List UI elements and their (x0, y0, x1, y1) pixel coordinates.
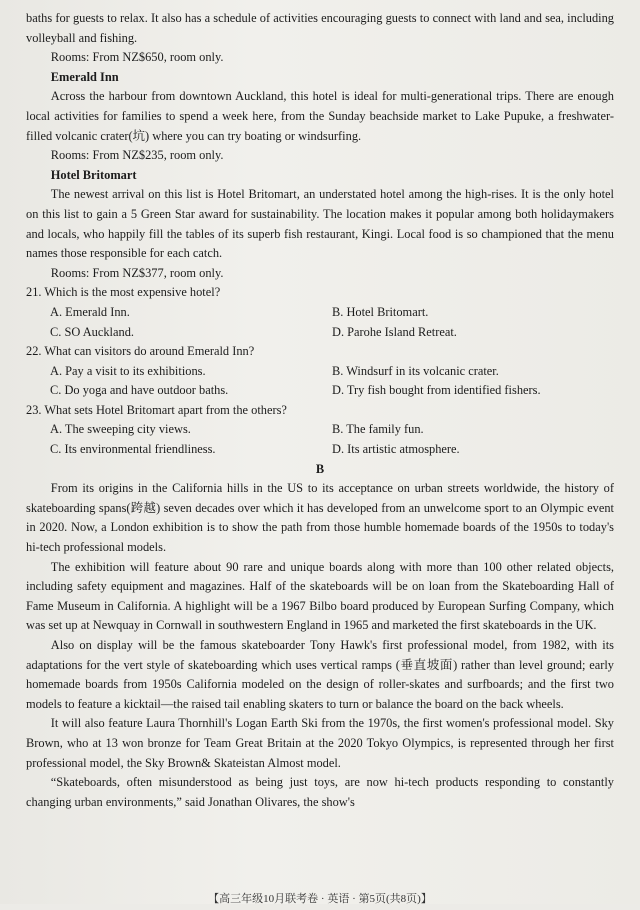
question-stem: 22. What can visitors do around Emerald Inn? (26, 344, 255, 359)
passage-b-paragraph: From its origins in the California hills in the US to its acceptance on urban streets worldwide, the history of skateboarding spans(跨越) seven decades over which it has developed from an unwelcome sport to an Olympic event in 2020. Now, a London exhibition is to show the path from those humble homemade boards of the 1950s to today's hi-tech professional models. (26, 481, 614, 555)
option-d: D. Its artistic atmosphere. (332, 442, 460, 457)
passage-b-paragraph: “Skateboards, often misunderstood as being just toys, are now hi-tech products responding to constantly changing urban environments,” said Jonathan Olivares, the show's (26, 775, 614, 809)
hotel-description-britomart: The newest arrival on this list is Hotel Britomart, an understated hotel among the high-rises. It is the only hotel on this list to gain a 5 Green Star award for sustainability. The location makes it popular among both holidaymakers and locals, who happily fill the tables of its superb fish restaurant, Kingi. Local food is so championed that the menu names those responsible for each catch. (26, 187, 614, 261)
question-23 (26, 401, 614, 460)
hotel-description-emerald-inn: Across the harbour from downtown Auckland, this hotel is ideal for multi-generational trips. There are enough local activities for families to spend a week here, from the Sunday beachside market to Lake Pupuke, a freshwater-filled volcanic crater(坑) where you can try boating or windsurfing. (26, 89, 614, 143)
question-stem: 23. What sets Hotel Britomart apart from the others? (26, 402, 287, 417)
option-d: D. Parohe Island Retreat. (332, 324, 457, 339)
question-21 (26, 283, 614, 342)
option-b: B. Windsurf in its volcanic crater. (332, 363, 499, 378)
passage-b-paragraph: It will also feature Laura Thornhill's Logan Earth Ski from the 1970s, the first women's professional model. Sky Brown, who at 13 won bronze for Team Great Britain at the 2020 Tokyo Olympics, is represented through her first professional model, the Sky Brown& Skateistan Almost model. (26, 716, 614, 770)
option-a: A. The sweeping city views. (50, 422, 191, 437)
room-price-retreat: Rooms: From NZ$650, room only. (50, 50, 224, 65)
passage-b-paragraph: Also on display will be the famous skateboarder Tony Hawk's first professional model, from 1982, with its adaptations for the vert style of skateboarding which uses vertical ramps (垂直坡面) rather than level ground; early homemade boards from 1950s California modeled on the design of roller-skates and surfboards; and the first two models to feature a kicktail—the raised tail enabling skaters to turn or balance the board on the back wheels. (26, 638, 614, 711)
option-c: C. Its environmental friendliness. (50, 442, 216, 457)
option-a: A. Pay a visit to its exhibitions. (50, 363, 206, 378)
passage-b-paragraph: The exhibition will feature about 90 rare and unique boards along with more than 100 other related objects, including safety equipment and magazines. Half of the skateboards will be on loan from the Skateboarding Hall of Fame Museum in California. A highlight will be a 1967 Bilbo board produced by European Surfing Company, which was set up at Newquay in Cornwall in southwestern England in 1965 and marketed the first skateboards in the UK. (26, 559, 614, 633)
option-d: D. Try fish bought from identified fishers. (332, 383, 541, 398)
question-stem: 21. Which is the most expensive hotel? (26, 285, 221, 300)
question-22 (26, 342, 614, 401)
room-price-britomart: Rooms: From NZ$377, room only. (50, 265, 224, 280)
hotel-name-emerald-inn: Emerald Inn (50, 69, 119, 84)
room-price-emerald-inn: Rooms: From NZ$235, room only. (50, 148, 224, 163)
option-a: A. Emerald Inn. (50, 304, 130, 319)
passage-a-opening: baths for guests to relax. It also has a schedule of activities encouraging guests to connect with land and sea, including volleyball and fishing. (26, 11, 614, 45)
option-b: B. Hotel Britomart. (332, 304, 429, 319)
option-b: B. The family fun. (332, 422, 424, 437)
section-heading-b: B (315, 461, 325, 476)
hotel-name-britomart: Hotel Britomart (50, 167, 137, 182)
option-c: C. Do yoga and have outdoor baths. (50, 383, 229, 398)
page-footer: 【高三年级10月联考卷 · 英语 · 第5页(共8页)】 (208, 893, 432, 906)
option-c: C. SO Auckland. (50, 324, 134, 339)
